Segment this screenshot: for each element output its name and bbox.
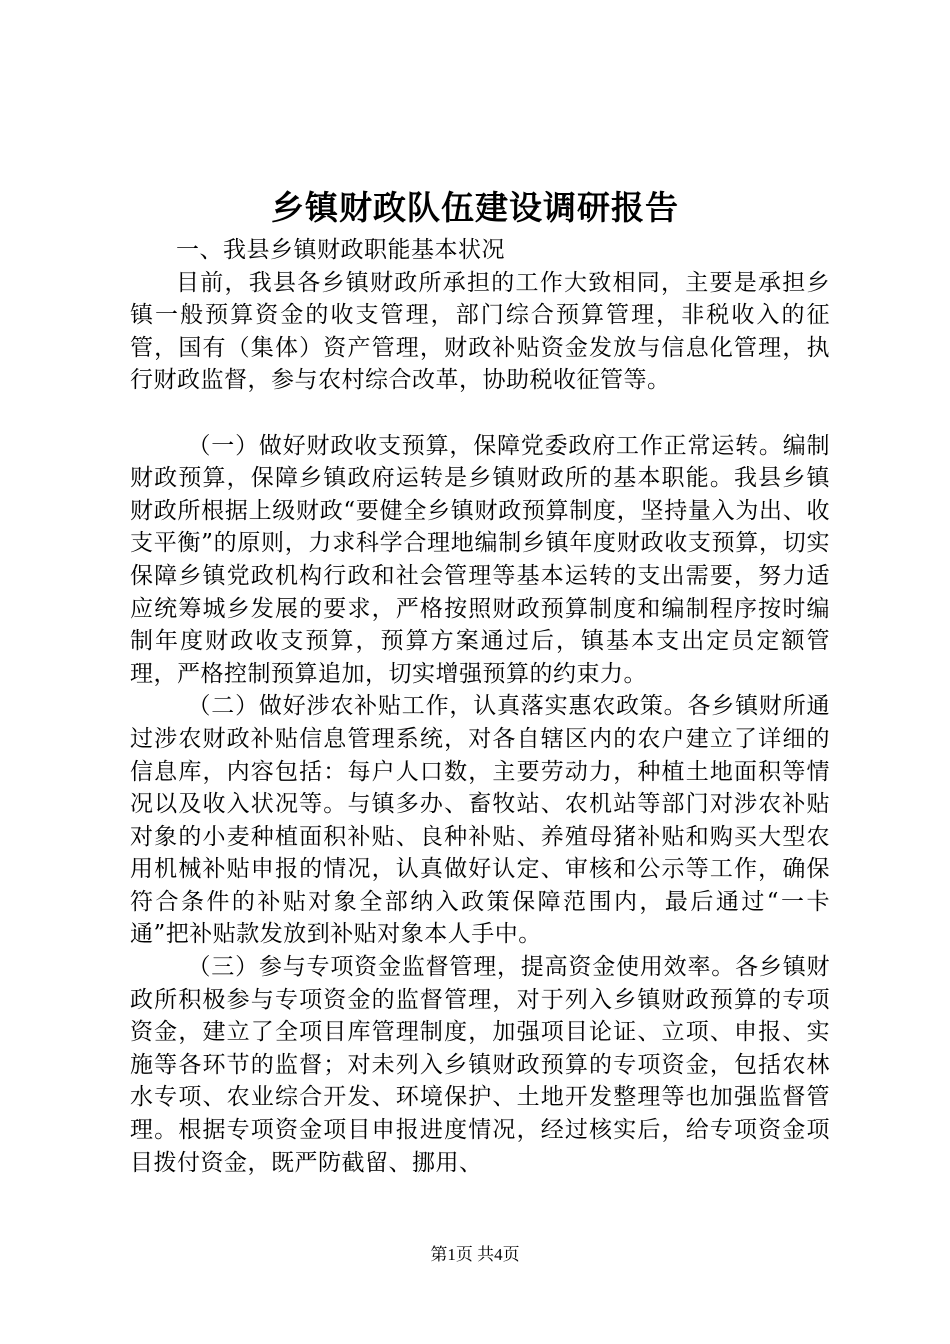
section-heading: 一、我县乡镇财政职能基本状况 (176, 237, 505, 263)
document-body (130, 234, 830, 1179)
paragraph-item-1: （一）做好财政收支预算，保障党委政府工作正常运转。编制财政预算，保障乡镇政府运转是乡镇财政所的基本职能。我县乡镇财政所根据上级财政“要健全乡镇财政预算制度，坚持量入为出、收支平衡”的原则，力求科学合理地编制乡镇年度财政收支预算，切实保障乡镇党政机构行政和社会管理等基本运转的支出需要，努力适应统筹城乡发展的要求，严格按照财政预算制度和编制程序按时编制年度财政收支预算，预算方案通过后，镇基本支出定员定额管理，严格控制预算追加，切实增强预算的约束力。 (130, 432, 830, 687)
paragraph-intro: 目前，我县各乡镇财政所承担的工作大致相同，主要是承担乡镇一般预算资金的收支管理，部门综合预算管理，非税收入的征管，国有（集体）资产管理，财政补贴资金发放与信息化管理，执行财政监督，参与农村综合改革，协助税收征管等。 (130, 269, 830, 394)
paragraph-item-3: （三）参与专项资金监督管理，提高资金使用效率。各乡镇财政所积极参与专项资金的监督管理，对于列入乡镇财政预算的专项资金，建立了全项目库管理制度，加强项目论证、立项、申报、实施等各环节的监督；对未列入乡镇财政预算的专项资金，包括农林水专项、农业综合开发、环境保护、土地开发整理等也加强监督管理。根据专项资金项目申报进度情况，经过核实后，给专项资金项目拨付资金，既严防截留、挪用、 (130, 954, 830, 1176)
page-number-footer: 第1页 共4页 (430, 1245, 520, 1264)
paragraph-item-2: （二）做好涉农补贴工作，认真落实惠农政策。各乡镇财所通过涉农财政补贴信息管理系统，对各自辖区内的农户建立了详细的信息库，内容包括：每户人口数，主要劳动力，种植土地面积等情况以及收入状况等。与镇多办、畜牧站、农机站等部门对涉农补贴对象的小麦种植面积补贴、良种补贴、养殖母猪补贴和购买大型农用机械补贴申报的情况，认真做好认定、审核和公示等工作，确保符合条件的补贴对象全部纳入政策保障范围内，最后通过“一卡通”把补贴款发放到补贴对象本人手中。 (130, 693, 830, 948)
document-title: 乡镇财政队伍建设调研报告 (271, 188, 679, 227)
